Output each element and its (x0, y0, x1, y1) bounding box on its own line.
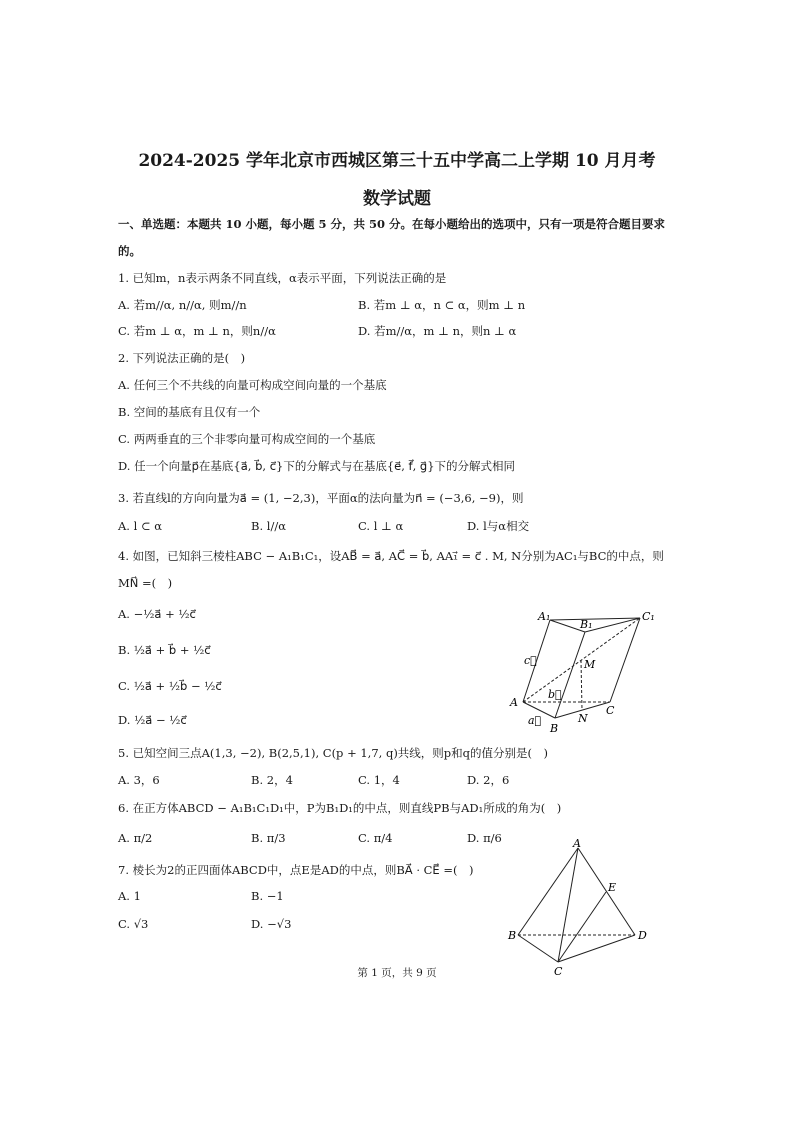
page-footer: 第 1 页，共 9 页 (357, 967, 437, 979)
q2-option-c: C. 两两垂直的三个非零向量可构成空间的一个基底 (118, 432, 376, 446)
q4-option-c: C. ½a⃗ + ½b⃗ − ½c⃗ (118, 679, 222, 693)
label-n: N (578, 712, 588, 725)
q2-option-b: B. 空间的基底有且仅有一个 (118, 405, 261, 419)
q5-option-a: A. 3，6 (118, 773, 160, 787)
label-c-vec: c⃗ (524, 654, 537, 667)
prism-figure (500, 600, 670, 740)
q2-option-a: A. 任何三个不共线的向量可构成空间向量的一个基底 (118, 378, 387, 392)
label-b: B (550, 722, 559, 735)
seg-c-e (558, 892, 606, 962)
q1-option-a: A. 若m//α, n//α, 则m//n (118, 298, 247, 312)
q3-option-d: D. l与α相交 (467, 519, 530, 533)
seg-m-n (581, 660, 582, 710)
label-b1: B₁ (580, 618, 593, 631)
q4-stem: 4. 如图，已知斜三棱柱ABC − A₁B₁C₁，设AB⃗ = a⃗, AC⃗ = b⃗, AA₁⃗ = c⃗ . M, N分别为AC₁与BC的中点，则 (118, 549, 664, 563)
edge-c-c1 (610, 618, 640, 702)
edge-b-c (518, 935, 558, 962)
label-d: D (638, 929, 647, 942)
label-a: A (573, 837, 581, 850)
q5-option-d: D. 2，6 (467, 773, 510, 787)
label-a: A (510, 696, 518, 709)
tetrahedron-figure (500, 835, 660, 980)
edge-b-b1 (555, 632, 585, 718)
label-e: E (608, 881, 617, 894)
q6-option-b: B. π/3 (251, 831, 286, 845)
exam-title: 2024-2025 学年北京市西城区第三十五中学高二上学期 10 月月考 (138, 151, 656, 171)
q1-option-c: C. 若m ⊥ α，m ⊥ n，则n//α (118, 324, 276, 338)
q7-option-b: B. −1 (251, 889, 284, 903)
section-heading-cont: 的。 (118, 244, 141, 258)
edge-c-d (558, 935, 635, 962)
edge-a-b (518, 848, 578, 935)
q7-option-a: A. 1 (118, 889, 141, 903)
label-a-vec: a⃗ (528, 714, 542, 727)
q6-stem: 6. 在正方体ABCD − A₁B₁C₁D₁中，P为B₁D₁的中点，则直线PB与AD₁所成的角为( ) (118, 801, 562, 815)
q6-option-c: C. π/4 (358, 831, 393, 845)
edge-a-d (578, 848, 635, 935)
q3-option-a: A. l ⊂ α (118, 519, 163, 533)
edge-a-c (558, 848, 578, 962)
q1-option-d: D. 若m//α，m ⊥ n，则n ⊥ α (358, 324, 517, 338)
q1-stem: 1. 已知m，n表示两条不同直线，α表示平面，下列说法正确的是 (118, 271, 447, 285)
q4-option-d: D. ½a⃗ − ½c⃗ (118, 713, 187, 727)
q7-option-d: D. −√3 (251, 917, 292, 931)
q5-stem: 5. 已知空间三点A(1,3, −2), B(2,5,1), C(p + 1,7, q)共线，则p和q的值分别是( ) (118, 746, 549, 760)
label-b: B (508, 929, 517, 942)
q1-option-b: B. 若m ⊥ α，n ⊂ α，则m ⊥ n (358, 298, 526, 312)
q5-option-b: B. 2，4 (251, 773, 293, 787)
q4-option-a: A. −½a⃗ + ½c⃗ (118, 607, 196, 621)
q2-stem: 2. 下列说法正确的是( ) (118, 351, 246, 365)
q6-option-a: A. π/2 (118, 831, 153, 845)
q5-option-c: C. 1，4 (358, 773, 400, 787)
q6-option-d: D. π/6 (467, 831, 502, 845)
q4-stem-cont: MN⃗ =( ) (118, 576, 173, 590)
q3-option-c: C. l ⊥ α (358, 519, 404, 533)
q7-option-c: C. √3 (118, 917, 149, 931)
label-c: C (554, 965, 563, 978)
q2-option-d: D. 任一个向量p⃗在基底{a⃗, b⃗, c⃗}下的分解式与在基底{e⃗, f⃗, g⃗}下的分解式相同 (118, 459, 516, 473)
edge-b1-c1 (585, 618, 640, 632)
q3-option-b: B. l//α (251, 519, 286, 533)
exam-subtitle: 数学试题 (363, 189, 431, 209)
label-a1: A₁ (538, 610, 551, 623)
label-b-vec: b⃗ (548, 688, 562, 701)
label-c1: C₁ (642, 610, 655, 623)
q3-stem: 3. 若直线l的方向向量为a⃗ = (1, −2,3)，平面α的法向量为n⃗ = (−3,6, −9)，则 (118, 491, 524, 505)
section-heading: 一、单选题：本题共 10 小题，每小题 5 分，共 50 分。在每小题给出的选项中，只有一项是符合题目要求 (118, 217, 666, 231)
label-m: M (584, 658, 596, 671)
q4-option-b: B. ½a⃗ + b⃗ + ½c⃗ (118, 643, 211, 657)
edge-a1-c1 (550, 618, 640, 620)
q7-stem: 7. 棱长为2的正四面体ABCD中，点E是AD的中点，则BA⃗ · CE⃗ =( ) (118, 863, 474, 877)
label-c: C (606, 704, 615, 717)
